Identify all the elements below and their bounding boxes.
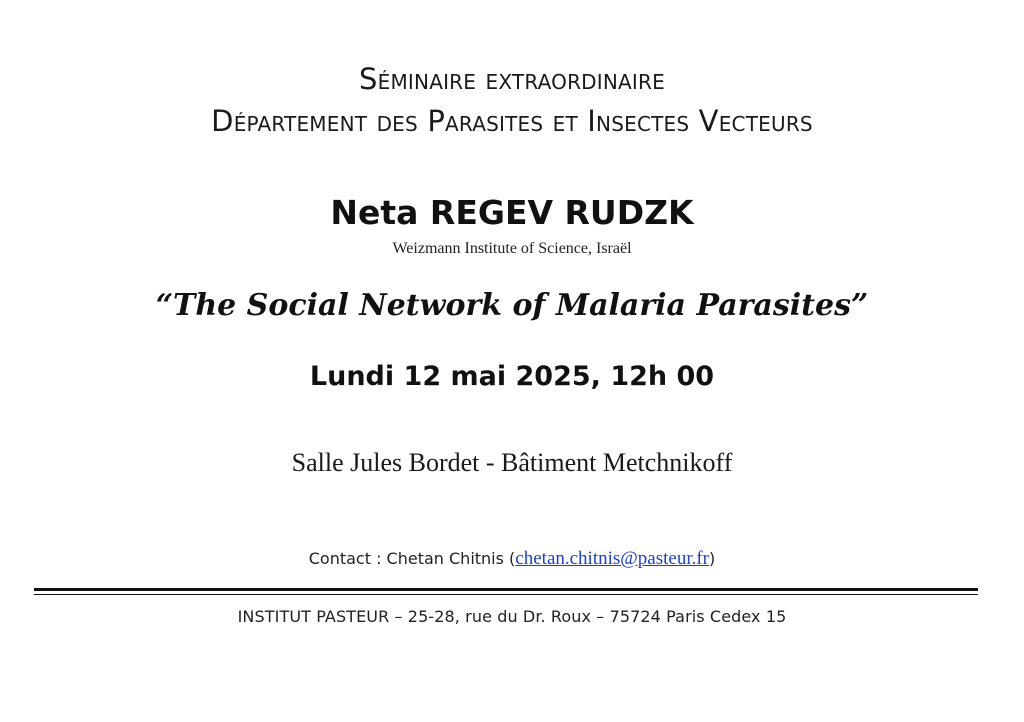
footer-divider-thick <box>34 588 978 591</box>
talk-title: “The Social Network of Malaria Parasites” <box>155 288 869 323</box>
speaker-name: Neta REGEV RUDZK <box>330 193 694 232</box>
speaker-affiliation: Weizmann Institute of Science, Israël <box>392 240 632 257</box>
event-location: Salle Jules Bordet - Bâtiment Metchnikoff <box>291 448 733 477</box>
contact-prefix: Contact : Chetan Chitnis ( <box>308 549 516 568</box>
footer-divider-thin <box>34 594 978 595</box>
contact-suffix: ) <box>709 549 716 568</box>
contact-line <box>0 548 1024 570</box>
seminar-type-heading: Séminaire extraordinaire <box>359 62 665 96</box>
contact-email-link[interactable]: chetan.chitnis@pasteur.fr <box>515 548 710 569</box>
event-date-time: Lundi 12 mai 2025, 12h 00 <box>309 361 715 392</box>
footer-address: INSTITUT PASTEUR – 25-28, rue du Dr. Roux – 75724 Paris Cedex 15 <box>237 607 787 626</box>
department-heading: Département des Parasites et Insectes Vecteurs <box>211 104 813 138</box>
